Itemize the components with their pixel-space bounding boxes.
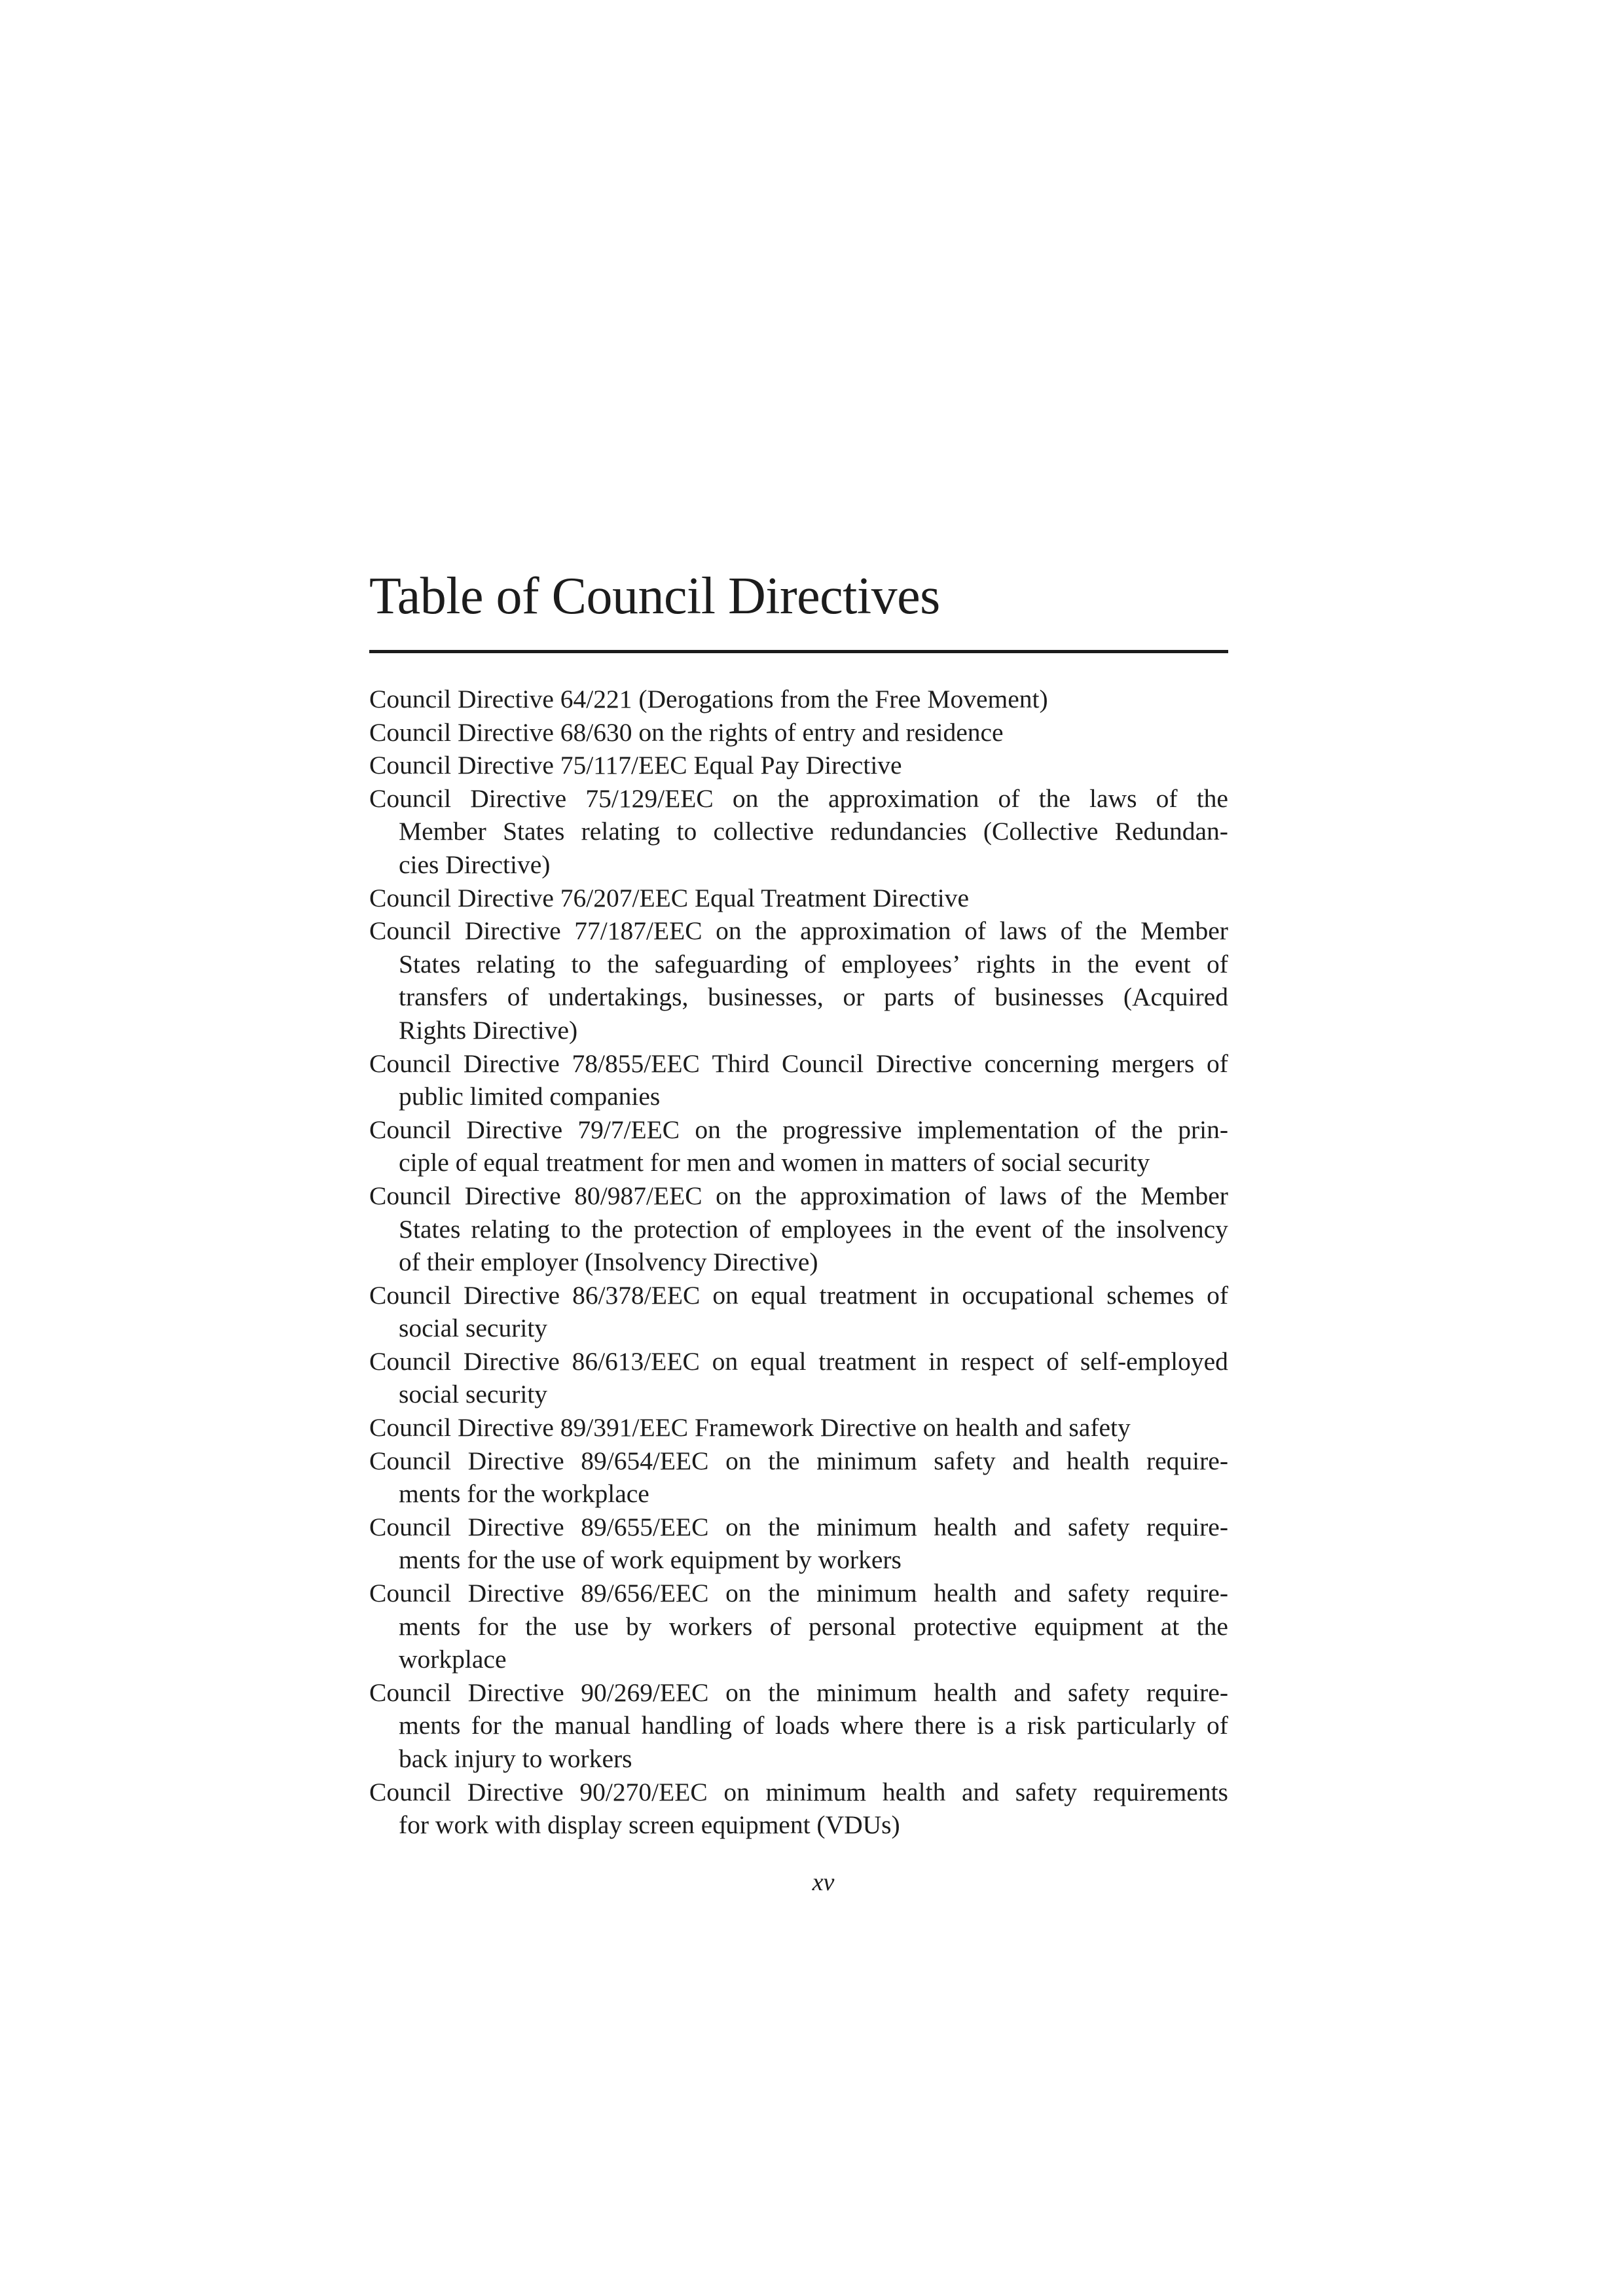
directive-entry [369,1411,1228,1444]
directive-continuation-line: of their employer (Insolvency Directive) [399,1247,818,1277]
directive-entry [369,1179,1228,1279]
directive-entry [369,1444,1228,1511]
directive-line: Council Directive 77/187/EEC on the approximation of laws of the Member [369,916,1228,946]
title-rule [369,650,1228,653]
directive-list [369,683,1228,1842]
directive-line: Council Directive 75/117/EEC Equal Pay Directive [369,751,902,780]
directive-continuation-line: social security [399,1380,548,1409]
directive-continuation-line: ments for the manual handling of loads where there is a risk particularly of [399,1711,1228,1740]
directive-continuation-line: for work with display screen equipment (VDUs) [399,1810,900,1840]
directive-line: Council Directive 89/655/EEC on the minimum health and safety require- [369,1512,1228,1541]
directive-entry [369,1577,1228,1676]
directive-line: Council Directive 68/630 on the rights of entry and residence [369,717,1004,747]
directive-line: Council Directive 89/656/EEC on the minimum health and safety require- [369,1579,1228,1608]
directive-continuation-line: workplace [399,1645,507,1674]
directive-continuation-line: ments for the use of work equipment by workers [399,1545,902,1575]
page-title: Table of Council Directives [369,567,940,625]
directive-line: Council Directive 64/221 (Derogations from the Free Movement) [369,685,1048,713]
directive-continuation-line: transfers of undertakings, businesses, or parts of businesses (Acquired [399,982,1228,1012]
directive-line: Council Directive 80/987/EEC on the approximation of laws of the Member [369,1181,1228,1210]
directive-continuation-line: cies Directive) [399,850,551,879]
directive-continuation-line: back injury to workers [399,1744,632,1773]
directive-line: Council Directive 76/207/EEC Equal Treatment Directive [369,883,969,912]
directive-entry [369,1676,1228,1776]
directive-entry [369,1511,1228,1577]
directive-entry [369,749,1228,782]
directive-line: Council Directive 89/654/EEC on the minimum safety and health require- [369,1446,1228,1475]
directive-continuation-line: ments for the use by workers of personal protective equipment at the [399,1611,1228,1641]
directive-entry [369,1279,1228,1345]
directive-continuation-line: Rights Directive) [399,1015,578,1045]
directive-line: Council Directive 86/613/EEC on equal treatment in respect of self-employed [369,1346,1228,1376]
directive-line: Council Directive 86/378/EEC on equal treatment in occupational schemes of [369,1280,1228,1310]
directive-line: Council Directive 75/129/EEC on the approximation of the laws of the [369,783,1228,813]
page-number [0,1867,1623,1898]
directive-entry [369,1345,1228,1411]
directive-line: Council Directive 89/391/EEC Framework Directive on health and safety [369,1413,1131,1443]
directive-line: Council Directive 90/270/EEC on minimum health and safety requirements [369,1777,1228,1806]
directive-entry [369,716,1228,749]
directive-continuation-line: social security [399,1314,548,1343]
directive-line: Council Directive 78/855/EEC Third Council Directive concerning mergers of [369,1049,1228,1078]
directive-continuation-line: Member States relating to collective redundancies (Collective Redundan- [399,817,1228,846]
directive-continuation-line: ments for the workplace [399,1479,649,1509]
directive-entry [369,683,1228,716]
directive-entry [369,914,1228,1047]
directive-line: Council Directive 79/7/EEC on the progressive implementation of the prin- [369,1115,1228,1144]
page-number-text: xv [812,1869,835,1896]
directive-entry [369,1113,1228,1179]
directive-entry [369,782,1228,882]
directive-continuation-line: States relating to the protection of employees in the event of the insolvency [399,1214,1228,1244]
directive-line: Council Directive 90/269/EEC on the minimum health and safety require- [369,1677,1228,1707]
directive-entry [369,1776,1228,1842]
directive-continuation-line: States relating to the safeguarding of employees’ rights in the event of [399,949,1228,978]
directive-continuation-line: public limited companies [399,1082,661,1111]
directive-continuation-line: ciple of equal treatment for men and women in matters of social security [399,1148,1150,1177]
directive-entry [369,882,1228,915]
directive-entry [369,1047,1228,1113]
